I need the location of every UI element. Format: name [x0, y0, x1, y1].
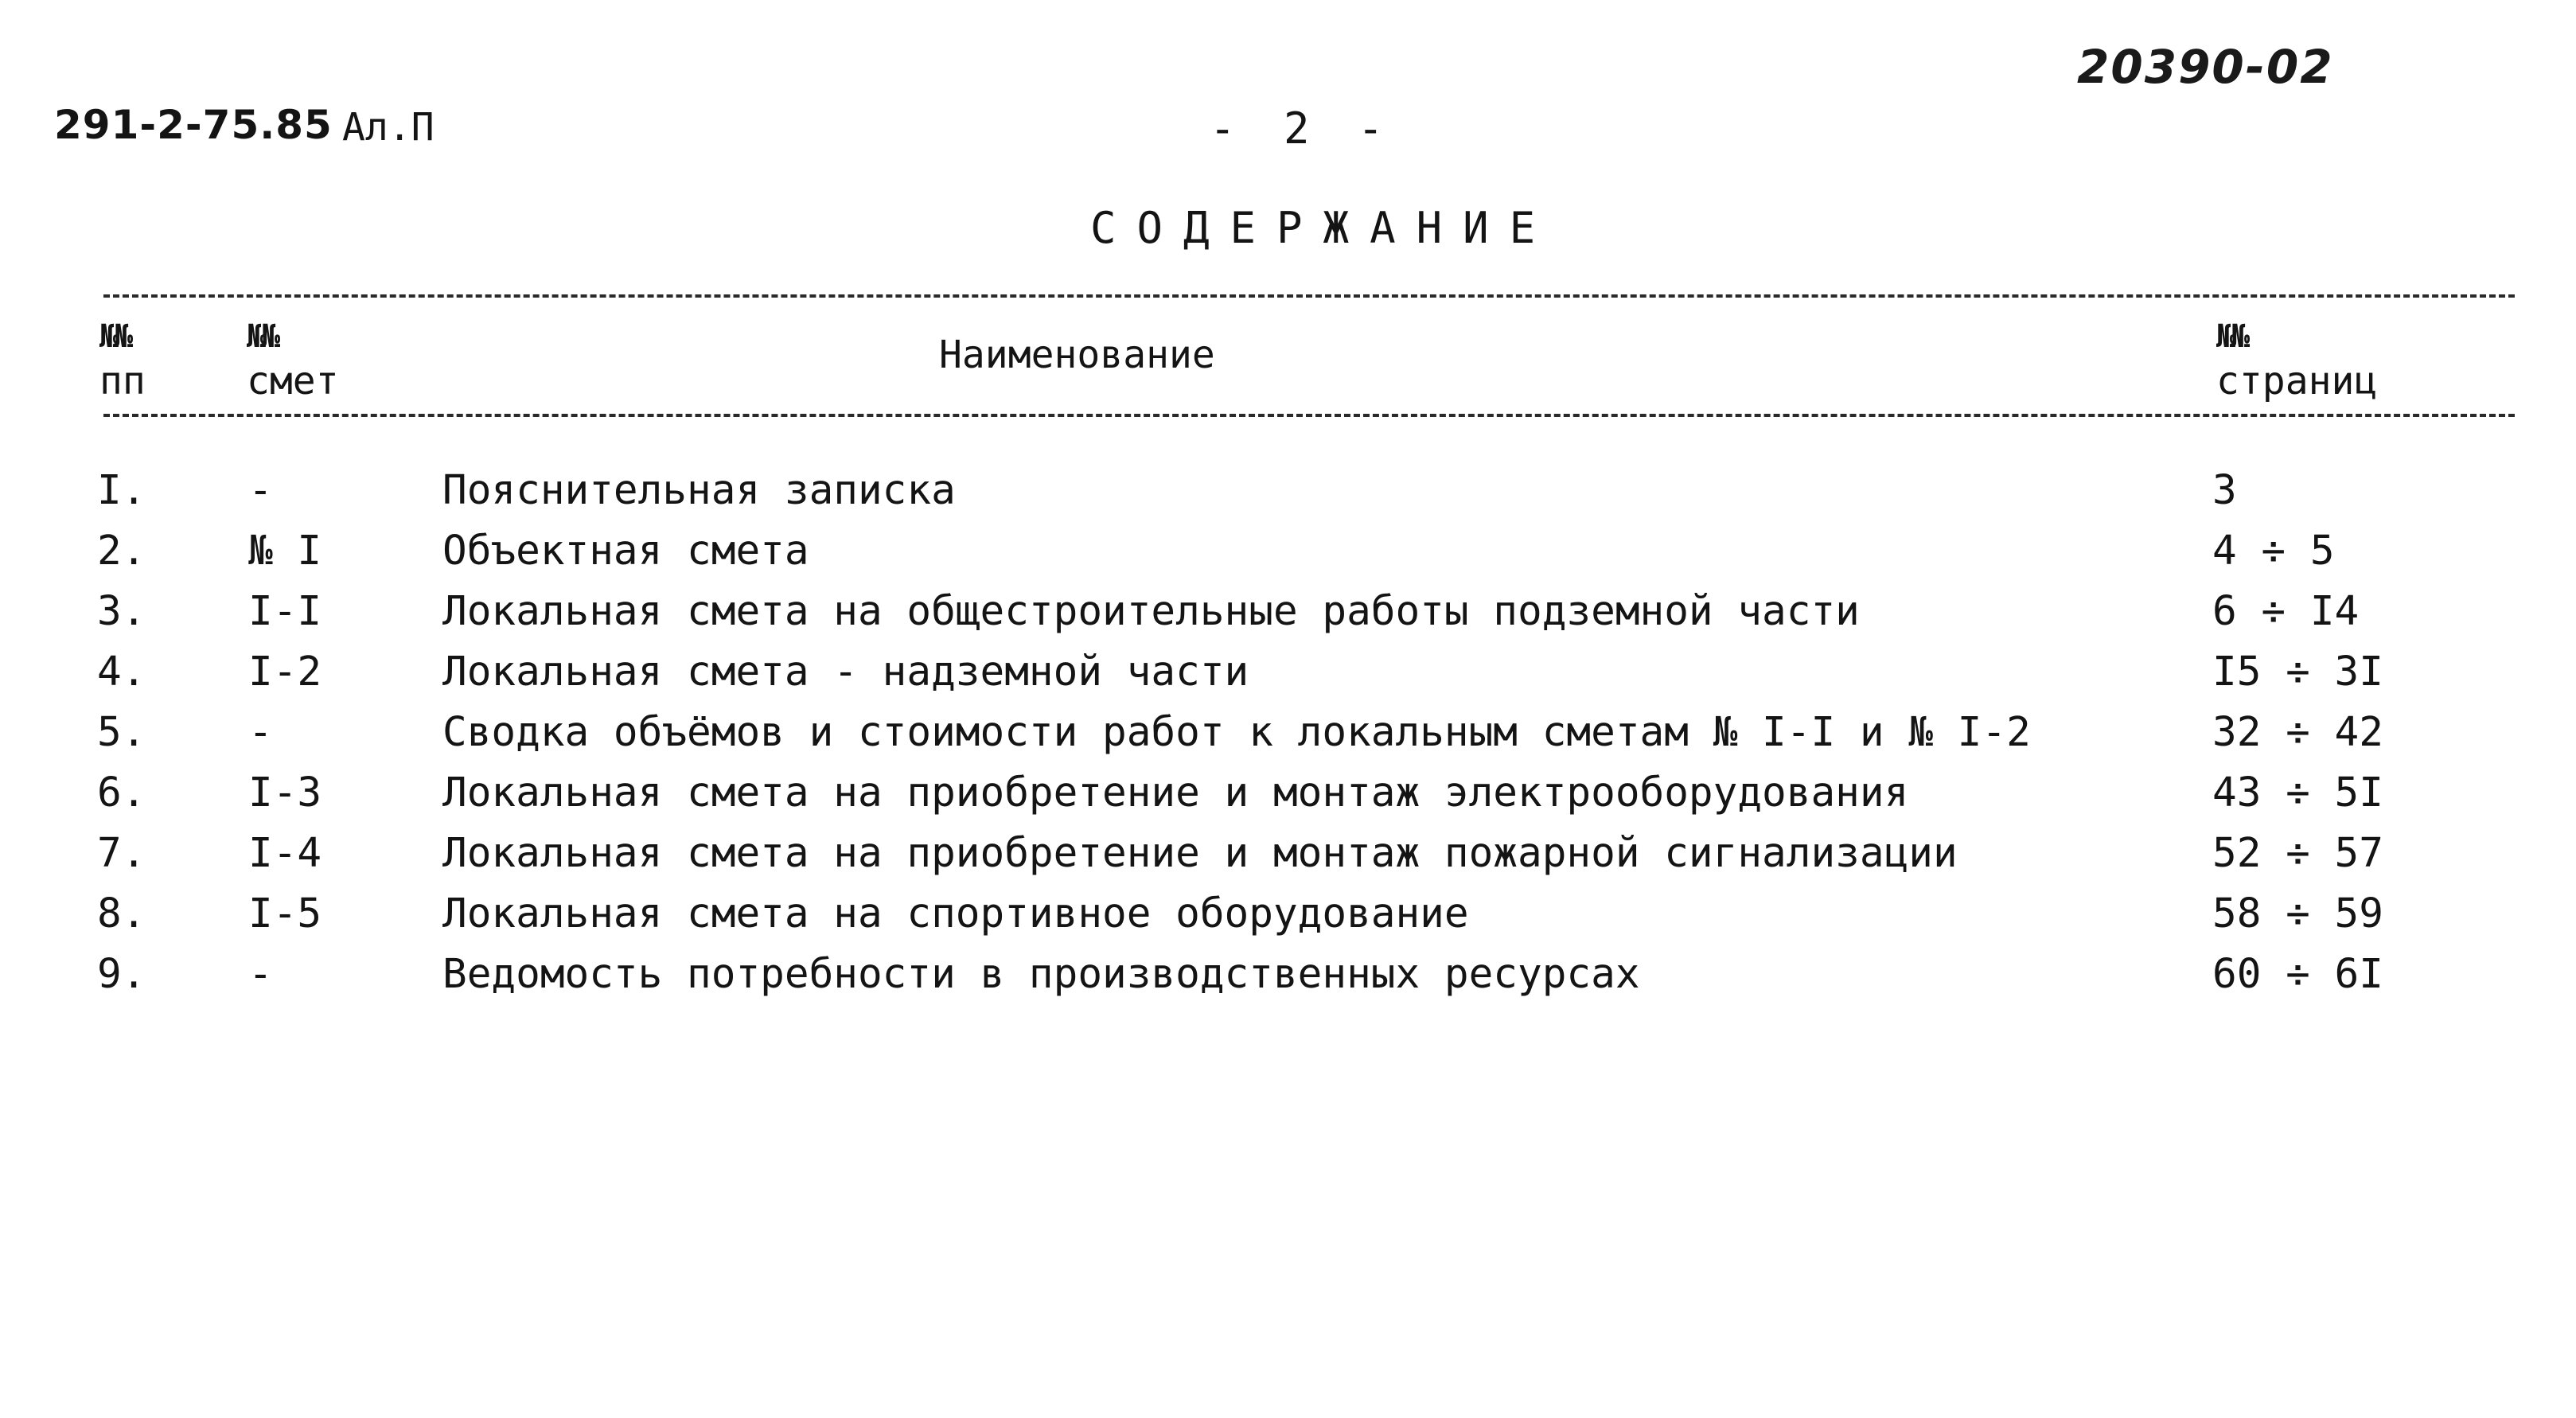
column-header-pp-label: пп	[99, 359, 146, 403]
table-row	[0, 769, 2576, 830]
row-name: Локальная смета на приобретение и монтаж электрооборудования	[442, 769, 1909, 816]
table-row	[0, 709, 2576, 769]
row-pages: 3	[2212, 467, 2237, 514]
column-header-pp	[99, 314, 146, 403]
row-name: Локальная смета на общестроительные работы подземной части	[442, 588, 1860, 635]
column-header-pages-label: страниц	[2216, 359, 2378, 403]
table-header-bottom-rule	[103, 414, 2515, 417]
page-number: - 2 -	[1210, 103, 1395, 154]
table-row	[0, 649, 2576, 709]
row-name: Сводка объёмов и стоимости работ к локальным сметам № I-I и № I-2	[442, 709, 2031, 756]
row-name: Локальная смета на приобретение и монтаж пожарной сигнализации	[442, 830, 1958, 877]
table-header-top-rule	[103, 294, 2515, 298]
row-estimate: I-3	[248, 769, 322, 816]
row-estimate: № I	[248, 528, 322, 575]
row-pages: 60 ÷ 6I	[2212, 951, 2383, 998]
row-number: 7.	[97, 830, 146, 877]
row-name: Локальная смета на спортивное оборудование	[442, 890, 1469, 937]
row-estimate: I-4	[248, 830, 322, 877]
handwritten-archive-code: 20390-02	[2077, 40, 2334, 94]
row-number: 3.	[97, 588, 146, 635]
document-code: 291-2-75.85	[54, 102, 333, 148]
row-name: Ведомость потребности в производственных ресурсах	[442, 951, 1640, 998]
number-sign-symbol: №№	[99, 318, 129, 355]
row-number: 6.	[97, 769, 146, 816]
column-header-estimate	[247, 314, 339, 403]
row-number: 5.	[97, 709, 146, 756]
table-row	[0, 467, 2576, 528]
row-number: 4.	[97, 649, 146, 695]
album-number: Ал.П	[342, 105, 435, 150]
number-sign-symbol: №№	[2216, 318, 2246, 355]
table-row	[0, 528, 2576, 588]
row-pages: 58 ÷ 59	[2212, 890, 2383, 937]
row-number: 9.	[97, 951, 146, 998]
row-pages: 32 ÷ 42	[2212, 709, 2383, 756]
table-row	[0, 588, 2576, 649]
table-row	[0, 890, 2576, 951]
row-pages: I5 ÷ 3I	[2212, 649, 2383, 695]
table-row	[0, 830, 2576, 890]
column-header-pages	[2216, 314, 2377, 403]
row-number: 2.	[97, 528, 146, 575]
row-pages: 4 ÷ 5	[2212, 528, 2335, 575]
row-pages: 52 ÷ 57	[2212, 830, 2383, 877]
row-pages: 6 ÷ I4	[2212, 588, 2360, 635]
row-estimate: -	[248, 709, 273, 756]
page-title: СОДЕРЖАНИЕ	[1090, 203, 1557, 253]
row-estimate: I-2	[248, 649, 322, 695]
row-estimate: -	[248, 951, 273, 998]
row-number: 8.	[97, 890, 146, 937]
row-number: I.	[97, 467, 146, 514]
column-header-estimate-label: смет	[247, 359, 339, 403]
row-name: Локальная смета - надземной части	[442, 649, 1249, 695]
number-sign-symbol: №№	[247, 318, 276, 355]
row-estimate: I-I	[248, 588, 322, 635]
row-pages: 43 ÷ 5I	[2212, 769, 2383, 816]
row-name: Объектная смета	[442, 528, 809, 575]
row-estimate: -	[248, 467, 273, 514]
table-row	[0, 951, 2576, 1011]
column-header-name: Наименование	[939, 333, 1215, 377]
row-name: Пояснительная записка	[442, 467, 956, 514]
row-estimate: I-5	[248, 890, 322, 937]
